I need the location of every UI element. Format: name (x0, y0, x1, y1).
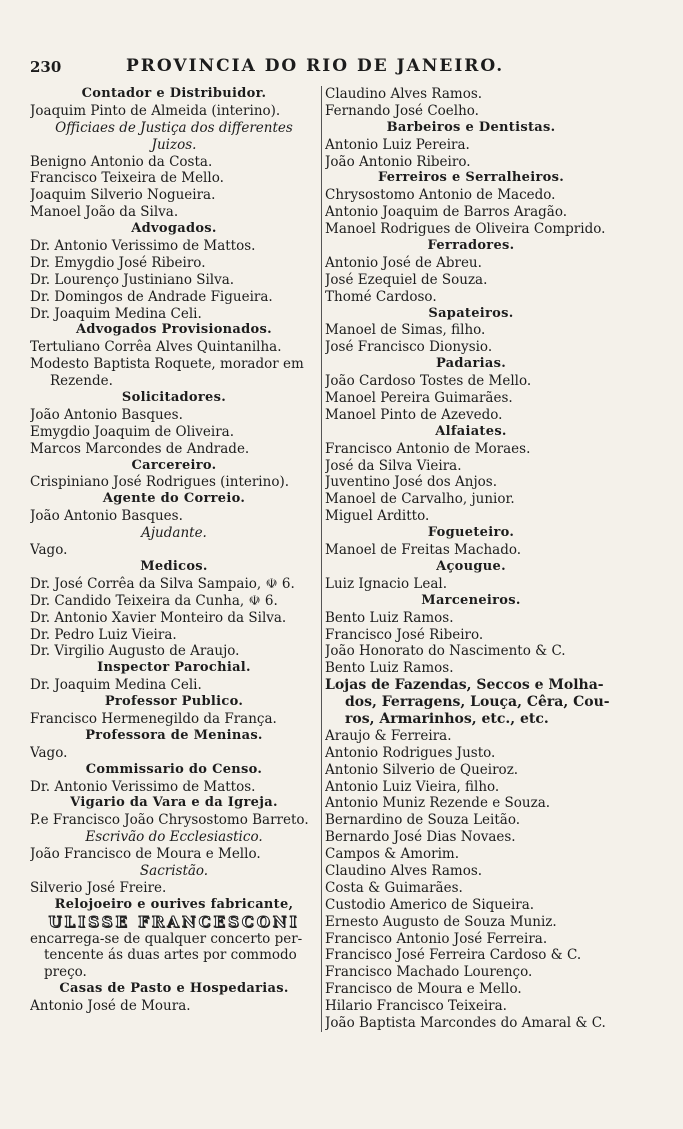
directory-entry: Dr. Virgilio Augusto de Araujo. (30, 643, 240, 660)
directory-entry: Luiz Ignacio Leal. (325, 575, 448, 592)
directory-entry: Dr. Antonio Verissimo de Mattos. (30, 778, 256, 795)
page-number: 230 (30, 58, 62, 76)
directory-entry: Vago. (30, 542, 68, 559)
directory-entry: Dr. Candido Teixeira da Cunha, ☫ 6. (30, 592, 278, 609)
directory-entry: Francisco José Ferreira Cardoso & C. (325, 947, 582, 964)
directory-entry: Antonio José de Moura. (30, 998, 191, 1015)
directory-entry: Antonio Luiz Vieira, filho. (325, 778, 500, 795)
directory-entry: Francisco Antonio José Ferreira. (325, 930, 548, 947)
section-heading: Contador e Distribuidor. (81, 86, 267, 101)
directory-entry: Antonio Joaquim de Barros Aragão. (325, 204, 568, 221)
section-heading: Ferradores. (427, 238, 515, 254)
section-heading: Marceneiros. (421, 592, 521, 608)
section-heading: Inspector Parochial. (97, 660, 251, 676)
directory-entry: Dr. Pedro Luiz Vieira. (30, 626, 177, 643)
directory-entry: Thomé Cardoso. (325, 288, 437, 305)
directory-entry: Antonio Silverio de Queiroz. (325, 761, 519, 778)
directory-entry: Francisco Hermenegildo da França. (30, 710, 277, 727)
subsection-heading: Ajudante. (141, 525, 207, 542)
directory-entry: Manoel de Freitas Machado. (325, 542, 522, 559)
directory-entry: Dr. Joaquim Medina Celi. (30, 677, 202, 694)
directory-entry: Araujo & Ferreira. (325, 727, 452, 744)
subsection-heading: Sacristão. (139, 862, 209, 879)
directory-entry: Joaquim Silverio Nogueira. (30, 187, 216, 204)
directory-entry: Francisco Antonio de Moraes. (325, 440, 531, 457)
section-heading: Padarias. (435, 356, 507, 372)
section-heading: ros, Armarinhos, etc., etc. (345, 710, 549, 727)
directory-entry: Manoel Rodrigues de Oliveira Comprido. (325, 221, 606, 238)
section-heading: Fogueteiro. (427, 525, 515, 541)
directory-entry: Ernesto Augusto de Souza Muniz. (325, 913, 557, 930)
section-heading: Barbeiros e Dentistas. (386, 119, 556, 135)
directory-entry: Antonio Muniz Rezende e Souza. (325, 795, 551, 812)
directory-entry: Emygdio Joaquim de Oliveira. (30, 423, 234, 440)
section-heading: Agente do Correio. (102, 491, 246, 507)
directory-entry: João Cardoso Tostes de Mello. (325, 373, 532, 390)
section-heading: Solicitadores. (121, 390, 227, 406)
directory-entry: P.e Francisco João Chrysostomo Barreto. (30, 812, 309, 829)
directory-entry: João Antonio Ribeiro. (325, 153, 471, 170)
directory-entry: João Baptista Marcondes do Amaral & C. (325, 1014, 606, 1031)
directory-entry: Modesto Baptista Roquete, morador em (30, 356, 304, 373)
directory-entry: Bernardo José Dias Novaes. (325, 829, 516, 846)
directory-entry: Dr. José Corrêa da Silva Sampaio, ☫ 6. (30, 575, 295, 592)
directory-entry: Rezende. (50, 373, 113, 390)
directory-entry: Francisco Machado Lourenço. (325, 964, 533, 981)
directory-entry: João Antonio Basques. (30, 508, 183, 525)
directory-entry: Hilario Francisco Teixeira. (325, 998, 507, 1015)
directory-entry: encarrega-se de qualquer concerto per- (30, 930, 303, 947)
section-heading: Alfaiates. (435, 423, 507, 439)
directory-entry: Francisco Teixeira de Mello. (30, 170, 224, 187)
page-title: PROVINCIA DO RIO DE JANEIRO. (126, 56, 505, 76)
subsection-heading: Officiaes de Justiça dos differentes (55, 119, 293, 136)
directory-entry: Vago. (30, 744, 68, 761)
directory-entry: preço. (44, 964, 87, 981)
directory-entry: Claudino Alves Ramos. (325, 86, 483, 102)
section-heading: Relojoeiro e ourives fabricante, (54, 896, 294, 912)
section-heading: Advogados. (131, 221, 217, 237)
directory-entry: Juventino José dos Anjos. (325, 474, 497, 491)
section-heading: Lojas de Fazendas, Seccos e Molha- (325, 677, 604, 694)
directory-entry: Manoel Pereira Guimarães. (325, 390, 513, 407)
section-heading: Professora de Meninas. (85, 727, 263, 743)
directory-entry: Dr. Emygdio José Ribeiro. (30, 254, 206, 271)
directory-entry: João Francisco de Moura e Mello. (30, 846, 261, 863)
directory-entry: Bento Luiz Ramos. (325, 660, 454, 677)
directory-entry: Dr. Lourenço Justiniano Silva. (30, 271, 235, 288)
directory-entry: José Ezequiel de Souza. (325, 271, 488, 288)
directory-entry: Manoel de Carvalho, junior. (325, 491, 515, 508)
section-heading: Advogados Provisionados. (76, 322, 272, 338)
directory-entry: Campos & Amorim. (325, 846, 460, 863)
directory-entry: Benigno Antonio da Costa. (30, 153, 213, 170)
section-heading: dos, Ferragens, Louça, Cêra, Cou- (345, 694, 610, 711)
section-heading: Medicos. (140, 558, 208, 574)
section-heading: Casas de Pasto e Hospedarias. (59, 981, 289, 997)
directory-entry: Dr. Antonio Verissimo de Mattos. (30, 238, 256, 255)
directory-entry: Francisco José Ribeiro. (325, 626, 484, 643)
directory-entry: Tertuliano Corrêa Alves Quintanilha. (30, 339, 282, 356)
right-column (321, 86, 617, 1032)
section-heading: Commissario do Censo. (85, 761, 263, 777)
directory-entry: Joaquim Pinto de Almeida (interino). (30, 102, 281, 119)
directory-entry: Dr. Domingos de Andrade Figueira. (30, 288, 273, 305)
left-column (30, 86, 318, 1015)
directory-entry: Francisco de Moura e Mello. (325, 981, 522, 998)
section-heading: Vigario da Vara e da Igreja. (70, 795, 278, 811)
directory-entry: Crispiniano José Rodrigues (interino). (30, 474, 290, 491)
subsection-heading: Juizos. (151, 136, 197, 153)
directory-entry: tencente ás duas artes por commodo (44, 947, 297, 964)
directory-entry: Dr. Joaquim Medina Celi. (30, 305, 202, 322)
directory-entry: Miguel Arditto. (325, 508, 430, 525)
directory-entry: José Francisco Dionysio. (325, 339, 493, 356)
directory-entry: Bento Luiz Ramos. (325, 609, 454, 626)
directory-entry: Bernardino de Souza Leitão. (325, 812, 521, 829)
directory-entry: Antonio Rodrigues Justo. (325, 744, 496, 761)
directory-entry: Manoel Pinto de Azevedo. (325, 406, 503, 423)
directory-entry: Custodio Americo de Siqueira. (325, 896, 535, 913)
subsection-heading: Escrivão do Ecclesiastico. (85, 829, 263, 846)
directory-entry: João Antonio Basques. (30, 406, 183, 423)
directory-entry: Manoel de Simas, filho. (325, 322, 486, 339)
section-heading: Sapateiros. (428, 305, 514, 321)
section-heading: Carcereiro. (131, 457, 217, 473)
page-header (30, 56, 510, 80)
directory-entry: José da Silva Vieira. (325, 457, 462, 474)
directory-entry: Claudino Alves Ramos. (325, 862, 483, 879)
directory-entry: João Honorato do Nascimento & C. (325, 643, 566, 660)
maker-stamp: ULISSE FRANCESCONI (48, 913, 300, 931)
directory-entry: Costa & Guimarães. (325, 879, 463, 896)
directory-entry: Chrysostomo Antonio de Macedo. (325, 187, 556, 204)
section-heading: Ferreiros e Serralheiros. (377, 170, 565, 186)
directory-entry: Antonio Luiz Pereira. (325, 136, 470, 153)
directory-entry: Marcos Marcondes de Andrade. (30, 440, 250, 457)
directory-entry: Silverio José Freire. (30, 879, 167, 896)
directory-entry: Dr. Antonio Xavier Monteiro da Silva. (30, 609, 287, 626)
section-heading: Açougue. (436, 558, 506, 574)
section-heading: Professor Publico. (104, 694, 244, 710)
directory-entry: Antonio José de Abreu. (325, 254, 482, 271)
directory-entry: Manoel João da Silva. (30, 204, 179, 221)
directory-entry: Fernando José Coelho. (325, 102, 479, 119)
